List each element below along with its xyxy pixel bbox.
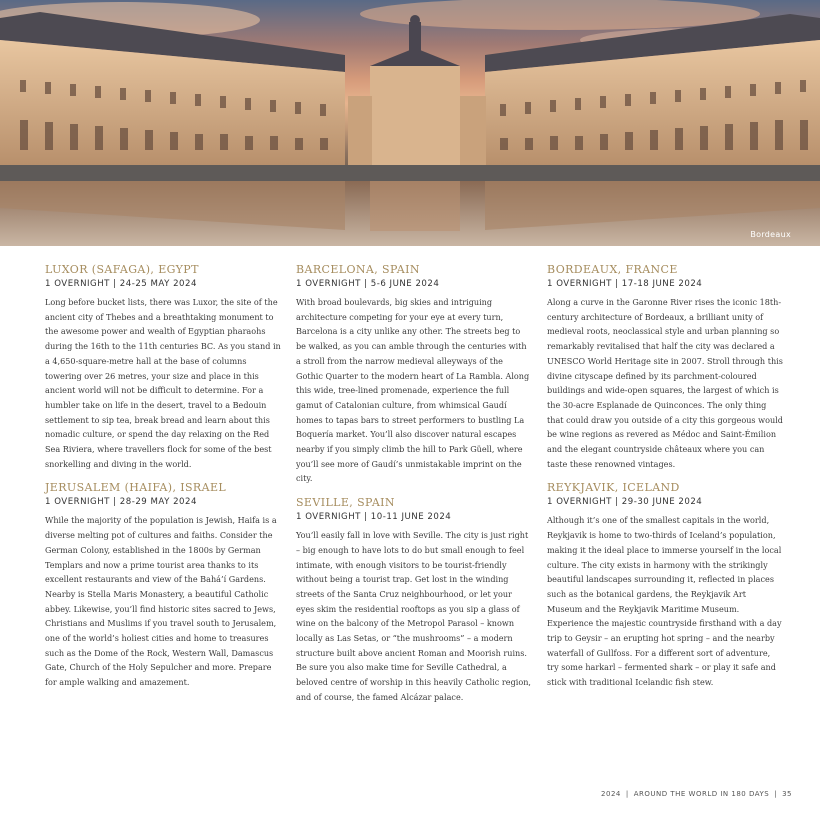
section-body: Although it’s one of the smallest capitals in the world, Reykjavik is home to two-thirds of Iceland’s population, making it the ideal place to immerse yourself in the local culture. The city exists in harmony with the strikingly beautiful landscapes surrounding it, reflected in places such as the botanical gardens, the Reykjavik Art Museum and the Reykjavik Maritime Museum. Experience the majestic countryside firsthand with a day trip to Geysir – an erupting hot spring – and the nearby waterfall of Gullfoss. For a different sort of adventure, try some harkarl – fermented shark – or play it safe and stick with traditional Icelandic fish stew. — [547, 515, 782, 688]
section-title: REYKJAVIK, ICELAND — [547, 481, 680, 495]
footer-separator: | — [625, 790, 629, 798]
bordeaux-place-de-la-bourse-illustration — [0, 0, 820, 246]
section-title: LUXOR (SAFAGA), EGYPT — [45, 263, 199, 276]
column-middle — [296, 263, 532, 715]
section-dates: 1 OVERNIGHT | 10-11 JUNE 2024 — [296, 512, 452, 523]
section-jerusalem — [45, 481, 281, 689]
photo-caption: Bordeaux — [750, 230, 791, 239]
section-bordeaux — [547, 263, 783, 471]
section-body: Along a curve in the Garonne River rises the iconic 18th-century architecture of Bordeaux, a brilliant unity of medieval roots, neoclassical style and urban planning so remarkably revitalised that half the city was declared a UNESCO World Heritage site in 2007. Stroll through this divine cityscape defined by its parchment-coloured buildings and wide-open squares, the largest of which is the 30-acre Esplanade de Quinconces. The only thing that could draw you outside of a city this gorgeous would be wine regions as revered as Médoc and Saint-Émilion and the elegant countryside châteaux where you can taste these renowned vintages. — [547, 297, 783, 469]
section-dates: 1 OVERNIGHT | 17-18 JUNE 2024 — [547, 279, 703, 289]
section-dates: 1 OVERNIGHT | 5-6 JUNE 2024 — [296, 279, 440, 289]
section-body: Long before bucket lists, there was Luxor, the site of the ancient city of Thebes and a breathtaking monument to the awesome power and wealth of Egyptian pharaohs during the 16th to the 11th centuries BC. As you stand in a 4,650-square-metre hall at the base of columns towering over 26 metres, your size and place in this ancient world will not be difficult to determine. For a humbler take on life in the desert, travel to a Bedouin settlement to sip tea, break bread and learn about this nomadic culture, or spend the day relaxing on the Red Sea Riviera, where travellers flock for some of the best snorkelling and diving in the world. — [45, 297, 281, 469]
column-right — [547, 263, 783, 700]
section-body: While the majority of the population is Jewish, Haifa is a diverse melting pot of cultures and faiths. Consider the German Colony, established in the 1800s by German Templars and now a prime tourist area thanks to its excellent restaurants and view of the Bahá’í Gardens. Nearby is Stella Maris Monastery, a beautiful Catholic abbey. Likewise, you’ll find historic sites sacred to Jews, Christians and Muslims if you travel south to Jerusalem, one of the world’s holiest cities and home to treasures such as the Dome of the Rock, Western Wall, Damascus Gate, Church of the Holy Sepulcher and more. Prepare for ample walking and amazement. — [45, 515, 277, 688]
section-barcelona — [296, 263, 532, 486]
section-title: BARCELONA, SPAIN — [296, 263, 420, 276]
section-title: BORDEAUX, FRANCE — [547, 263, 678, 276]
footer-publication: AROUND THE WORLD IN 180 DAYS — [633, 790, 770, 798]
section-title: SEVILLE, SPAIN — [296, 496, 395, 510]
hero-photo — [0, 0, 820, 246]
section-dates: 1 OVERNIGHT | 24-25 MAY 2024 — [45, 279, 197, 289]
section-dates: 1 OVERNIGHT | 28-29 MAY 2024 — [45, 497, 197, 508]
section-luxor — [45, 263, 281, 471]
page-footer — [601, 790, 792, 798]
section-seville — [296, 496, 532, 704]
section-title: JERUSALEM (HAIFA), ISRAEL — [45, 481, 227, 495]
section-dates: 1 OVERNIGHT | 29-30 JUNE 2024 — [547, 497, 703, 508]
footer-year: 2024 — [601, 790, 621, 798]
section-body: You’ll easily fall in love with Seville. The city is just right – big enough to have lots to do but small enough to feel intimate, with enough visitors to be tourist-friendly without being a tourist trap. Get lost in the winding streets of the Santa Cruz neighbourhood, or let your eyes skim the residential rooftops as you sip a glass of wine on the balcony of the Metropol Parasol – known locally as Las Setas, or “the mushrooms” – a modern structure built above ancient Roman and Moorish ruins. Be sure you also make time for Seville Cathedral, a beloved centre of worship in this heavily Catholic region, and of course, the famed Alcázar palace. — [296, 530, 531, 702]
footer-separator: | — [774, 790, 778, 798]
section-reykjavik — [547, 481, 783, 689]
column-left — [45, 263, 281, 700]
section-body: With broad boulevards, big skies and intriguing architecture competing for your eye at every turn, Barcelona is a city unlike any other. The streets beg to be walked, as you can amble through the centuries with a stroll from the narrow medieval alleyways of the Gothic Quarter to the modern heart of La Rambla. Along this wide, tree-lined promenade, experience the full gamut of Catalonian culture, from whimsical Gaudí homes to tapas bars to street performers to bustling La Boquería market. You’ll also discover natural escapes nearby if you simply climb the hill to Park Güell, where you’ll see more of Gaudí’s unmistakable imprint on the city. — [296, 297, 530, 484]
page-number: 35 — [782, 790, 792, 798]
